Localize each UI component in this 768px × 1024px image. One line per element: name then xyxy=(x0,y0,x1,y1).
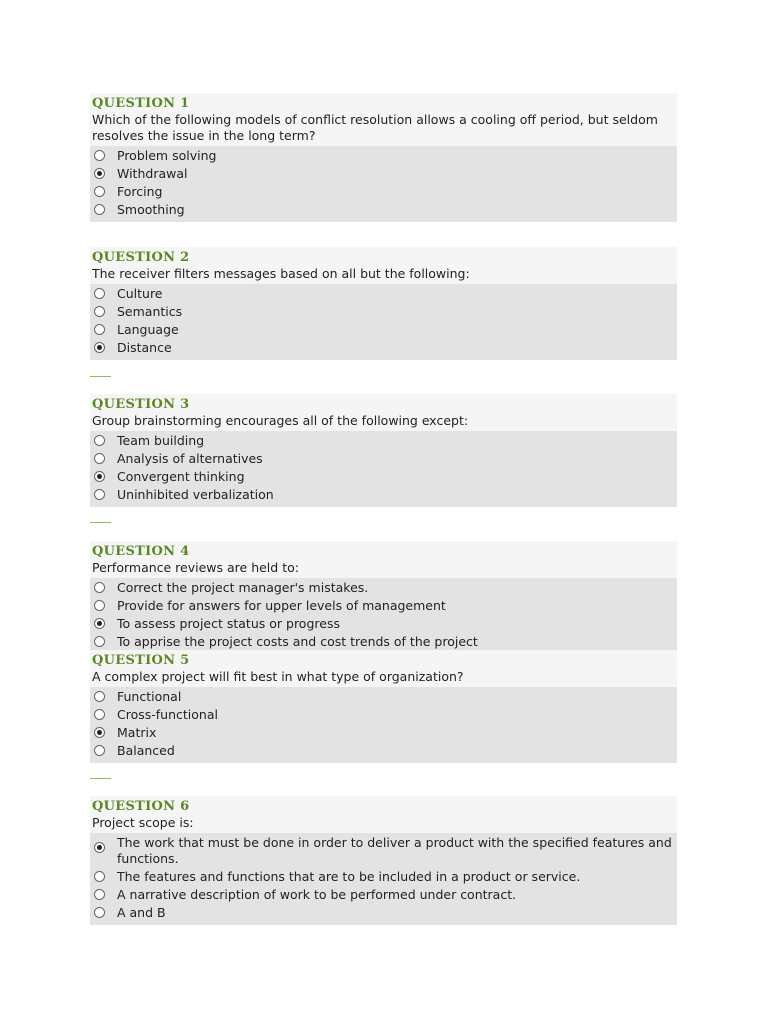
answer-option[interactable] xyxy=(90,339,677,357)
answer-label: To assess project status or progress xyxy=(117,616,340,631)
answer-option[interactable] xyxy=(90,201,677,219)
radio-button[interactable] xyxy=(94,453,105,464)
answer-option[interactable] xyxy=(90,597,677,615)
answer-option[interactable] xyxy=(90,450,677,468)
answer-option[interactable] xyxy=(90,285,677,303)
question-title: QUESTION 4 xyxy=(92,544,190,559)
answer-option[interactable] xyxy=(90,886,677,904)
radio-button[interactable] xyxy=(94,709,105,720)
divider-line xyxy=(90,522,111,523)
answer-label: Language xyxy=(117,322,179,337)
answer-label: A narrative description of work to be performed under contract. xyxy=(117,887,517,902)
radio-button[interactable] xyxy=(94,288,105,299)
answer-label: Provide for answers for upper levels of management xyxy=(117,598,446,613)
answer-label: Problem solving xyxy=(117,148,217,163)
answer-option[interactable] xyxy=(90,579,677,597)
divider-line xyxy=(90,376,111,377)
question-block-4 xyxy=(90,541,677,654)
radio-button[interactable] xyxy=(94,889,105,900)
answer-label: Distance xyxy=(117,340,172,355)
answer-option[interactable] xyxy=(90,724,677,742)
radio-button[interactable] xyxy=(94,306,105,317)
answer-option[interactable] xyxy=(90,165,677,183)
radio-button-selected[interactable] xyxy=(94,471,105,482)
answer-option[interactable] xyxy=(90,688,677,706)
divider-line xyxy=(90,778,111,779)
answer-label: Analysis of alternatives xyxy=(117,451,263,466)
answer-option[interactable] xyxy=(90,468,677,486)
answer-option[interactable] xyxy=(90,183,677,201)
question-header xyxy=(90,247,677,284)
radio-button[interactable] xyxy=(94,204,105,215)
answer-options xyxy=(90,431,677,507)
radio-button-selected[interactable] xyxy=(94,727,105,738)
question-title: QUESTION 5 xyxy=(92,653,190,668)
question-title: QUESTION 1 xyxy=(92,96,190,111)
radio-button[interactable] xyxy=(94,636,105,647)
radio-button[interactable] xyxy=(94,324,105,335)
radio-button[interactable] xyxy=(94,691,105,702)
answer-option[interactable] xyxy=(90,706,677,724)
answer-label: To apprise the project costs and cost trends of the project xyxy=(117,634,478,649)
radio-button[interactable] xyxy=(94,600,105,611)
radio-button[interactable] xyxy=(94,435,105,446)
question-text: Project scope is: xyxy=(92,815,194,830)
answer-option[interactable] xyxy=(90,868,677,886)
answer-options xyxy=(90,687,677,763)
answer-option[interactable] xyxy=(90,633,677,651)
radio-button-selected[interactable] xyxy=(94,618,105,629)
radio-button[interactable] xyxy=(94,907,105,918)
radio-button[interactable] xyxy=(94,186,105,197)
question-header xyxy=(90,796,677,833)
radio-button[interactable] xyxy=(94,582,105,593)
answer-label: A and B xyxy=(117,905,166,920)
answer-label: Cross-functional xyxy=(117,707,218,722)
answer-options xyxy=(90,284,677,360)
answer-option[interactable] xyxy=(90,486,677,504)
question-text: A complex project will fit best in what type of organization? xyxy=(92,669,464,684)
radio-button-selected[interactable] xyxy=(94,342,105,353)
answer-label: Convergent thinking xyxy=(117,469,245,484)
answer-label: Functional xyxy=(117,689,182,704)
radio-button-selected[interactable] xyxy=(94,842,105,853)
answer-options xyxy=(90,578,677,654)
question-text: The receiver filters messages based on all but the following: xyxy=(92,266,470,281)
answer-label: Team building xyxy=(117,433,205,448)
answer-options xyxy=(90,833,677,925)
answer-label: Forcing xyxy=(117,184,163,199)
answer-option[interactable] xyxy=(90,321,677,339)
answer-label: The work that must be done in order to deliver a product with the specified features and functions. xyxy=(117,835,672,866)
question-header xyxy=(90,650,677,687)
answer-label: Uninhibited verbalization xyxy=(117,487,274,502)
question-text: Performance reviews are held to: xyxy=(92,560,299,575)
answer-option[interactable] xyxy=(90,615,677,633)
question-block-6 xyxy=(90,796,677,925)
question-title: QUESTION 6 xyxy=(92,799,190,814)
question-text: Which of the following models of conflict resolution allows a cooling off period, but seldom resolves the issue in the long term? xyxy=(92,112,658,143)
radio-button[interactable] xyxy=(94,489,105,500)
question-block-5 xyxy=(90,650,677,763)
question-block-1 xyxy=(90,93,677,222)
radio-button[interactable] xyxy=(94,871,105,882)
answer-options xyxy=(90,146,677,222)
question-header xyxy=(90,541,677,578)
question-block-3 xyxy=(90,394,677,507)
radio-button[interactable] xyxy=(94,745,105,756)
answer-label: Balanced xyxy=(117,743,175,758)
answer-label: Withdrawal xyxy=(117,166,188,181)
answer-label: Smoothing xyxy=(117,202,185,217)
answer-label: Culture xyxy=(117,286,163,301)
question-header xyxy=(90,394,677,431)
question-text: Group brainstorming encourages all of the following except: xyxy=(92,413,469,428)
answer-option[interactable] xyxy=(90,904,677,922)
question-title: QUESTION 3 xyxy=(92,397,190,412)
answer-label: Semantics xyxy=(117,304,183,319)
answer-label: Correct the project manager's mistakes. xyxy=(117,580,369,595)
answer-label: The features and functions that are to be included in a product or service. xyxy=(117,869,581,884)
answer-option[interactable] xyxy=(90,303,677,321)
radio-button-selected[interactable] xyxy=(94,168,105,179)
answer-label: Matrix xyxy=(117,725,157,740)
radio-button[interactable] xyxy=(94,150,105,161)
question-title: QUESTION 2 xyxy=(92,250,190,265)
question-block-2 xyxy=(90,247,677,360)
answer-option[interactable] xyxy=(90,147,677,165)
answer-option[interactable] xyxy=(90,432,677,450)
answer-option[interactable] xyxy=(90,834,677,868)
question-header xyxy=(90,93,677,146)
answer-option[interactable] xyxy=(90,742,677,760)
